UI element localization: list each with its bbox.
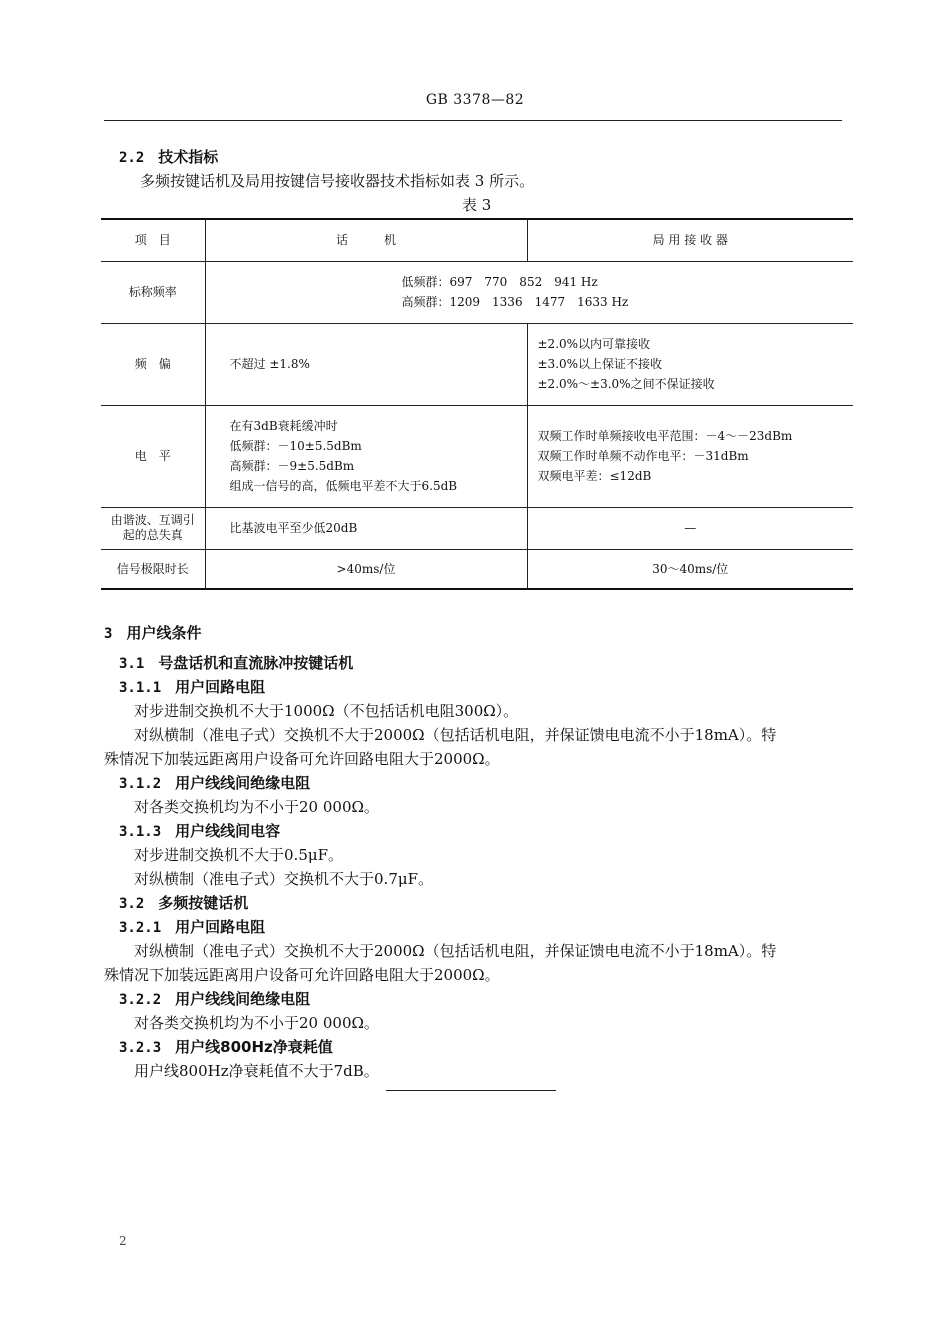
section-title: 用户线800Hz净衰耗值 (175, 1038, 333, 1056)
nominal-frequency-cell (205, 261, 853, 323)
paragraph: 对纵横制（准电子式）交换机不大于2000Ω（包括话机电阻，并保证馈电电流不小于18mA）。特 (134, 942, 777, 960)
section-title: 用户线线间绝缘电阻 (175, 990, 311, 1008)
high-group-frequencies: 高频群：1209 1336 1477 1633 Hz (401, 295, 629, 309)
section-title: 用户线线间电容 (175, 822, 281, 840)
section-number: 3.1.1 (119, 680, 162, 696)
page-number: 2 (119, 1234, 127, 1248)
paragraph-continuation: 殊情况下加装远距离用户设备可允许回路电阻大于2000Ω。 (104, 750, 500, 768)
table-caption: 表 3 (462, 196, 492, 214)
section-number: 3.1.2 (119, 776, 162, 792)
section-3-1-2-heading (119, 772, 310, 793)
section-number: 3 (104, 626, 113, 642)
paragraph: 用户线800Hz净衰耗值不大于7dB。 (134, 1062, 379, 1080)
phone-level-line: 低频群：－10±5.5dBm (229, 439, 362, 453)
row-item: 频 偏 (101, 323, 205, 405)
section-title: 用户回路电阻 (175, 918, 266, 936)
phone-duration: >40ms/位 (205, 549, 527, 589)
receiver-distortion: — (527, 507, 853, 549)
receiver-deviation-line: ±3.0%以上保证不接收 (537, 357, 663, 371)
row-item: 电 平 (101, 405, 205, 507)
section-3-2-3-heading (119, 1036, 333, 1057)
table-row (101, 549, 853, 589)
phone-deviation-cell (205, 323, 527, 405)
section-number: 3.2 (119, 896, 145, 912)
phone-level-line: 高频群：－9±5.5dBm (229, 459, 355, 473)
section-3-heading (104, 622, 201, 643)
section-3-2-1-heading (119, 916, 265, 937)
section-title: 用户回路电阻 (175, 678, 266, 696)
header-receiver: 局 用 接 收 器 (527, 219, 853, 261)
header-item: 项 目 (101, 219, 205, 261)
section-title: 号盘话机和直流脉冲按键话机 (158, 654, 354, 672)
receiver-deviation-cell (527, 323, 853, 405)
header-divider (104, 120, 842, 121)
section-title: 技术指标 (158, 148, 219, 166)
paragraph: 对纵横制（准电子式）交换机不大于0.7μF。 (134, 870, 434, 888)
section-2-2-heading (119, 146, 218, 167)
section-number: 3.1.3 (119, 824, 162, 840)
end-of-text-rule (386, 1090, 556, 1091)
table-header-row (101, 219, 853, 261)
receiver-duration: 30～40ms/位 (527, 549, 853, 589)
table-row (101, 323, 853, 405)
receiver-level-line: 双频电平差：≤12dB (537, 469, 652, 483)
document-id: GB 3378—82 (425, 92, 525, 108)
row-item: 标称频率 (101, 261, 205, 323)
section-title: 用户线条件 (126, 624, 202, 642)
phone-level-line: 在有3dB衰耗缓冲时 (229, 419, 338, 433)
section-3-1-heading (119, 652, 353, 673)
section-number: 3.1 (119, 656, 145, 672)
paragraph: 对各类交换机均为不小于20 000Ω。 (134, 1014, 379, 1032)
section-number: 3.2.1 (119, 920, 162, 936)
spec-table (101, 218, 853, 590)
section-3-2-heading (119, 892, 248, 913)
table-row (101, 405, 853, 507)
section-title: 多频按键话机 (158, 894, 249, 912)
section-2-2-intro: 多频按键话机及局用按键信号接收器技术指标如表 3 所示。 (140, 172, 535, 190)
low-group-frequencies: 低频群：697 770 852 941 Hz (401, 275, 598, 289)
section-number: 3.2.3 (119, 1040, 162, 1056)
receiver-level-cell (527, 405, 853, 507)
receiver-level-line: 双频工作时单频不动作电平：－31dBm (537, 449, 749, 463)
section-3-1-3-heading (119, 820, 280, 841)
paragraph: 对步进制交换机不大于1000Ω（不包括话机电阻300Ω）。 (134, 702, 519, 720)
paragraph-continuation: 殊情况下加装远距离用户设备可允许回路电阻大于2000Ω。 (104, 966, 500, 984)
paragraph: 对各类交换机均为不小于20 000Ω。 (134, 798, 379, 816)
row-item: 信号极限时长 (101, 549, 205, 589)
phone-deviation: 不超过 ±1.8% (229, 357, 310, 371)
section-number: 2.2 (119, 150, 145, 166)
receiver-deviation-line: ±2.0%～±3.0%之间不保证接收 (537, 377, 715, 391)
receiver-deviation-line: ±2.0%以内可靠接收 (537, 337, 651, 351)
phone-level-line: 组成一信号的高，低频电平差不大于6.5dB (229, 479, 458, 493)
row-item: 由谐波、互调引起的总失真 (101, 507, 205, 549)
section-title: 用户线线间绝缘电阻 (175, 774, 311, 792)
phone-level-cell (205, 405, 527, 507)
receiver-level-line: 双频工作时单频接收电平范围：－4～－23dBm (537, 429, 793, 443)
paragraph: 对步进制交换机不大于0.5μF。 (134, 846, 344, 864)
header-phone: 话 机 (205, 219, 527, 261)
paragraph: 对纵横制（准电子式）交换机不大于2000Ω（包括话机电阻，并保证馈电电流不小于18mA）。特 (134, 726, 777, 744)
section-3-2-2-heading (119, 988, 310, 1009)
table-row (101, 261, 853, 323)
phone-distortion: 比基波电平至少低20dB (205, 507, 527, 549)
table-row (101, 507, 853, 549)
section-3-1-1-heading (119, 676, 265, 697)
section-number: 3.2.2 (119, 992, 162, 1008)
